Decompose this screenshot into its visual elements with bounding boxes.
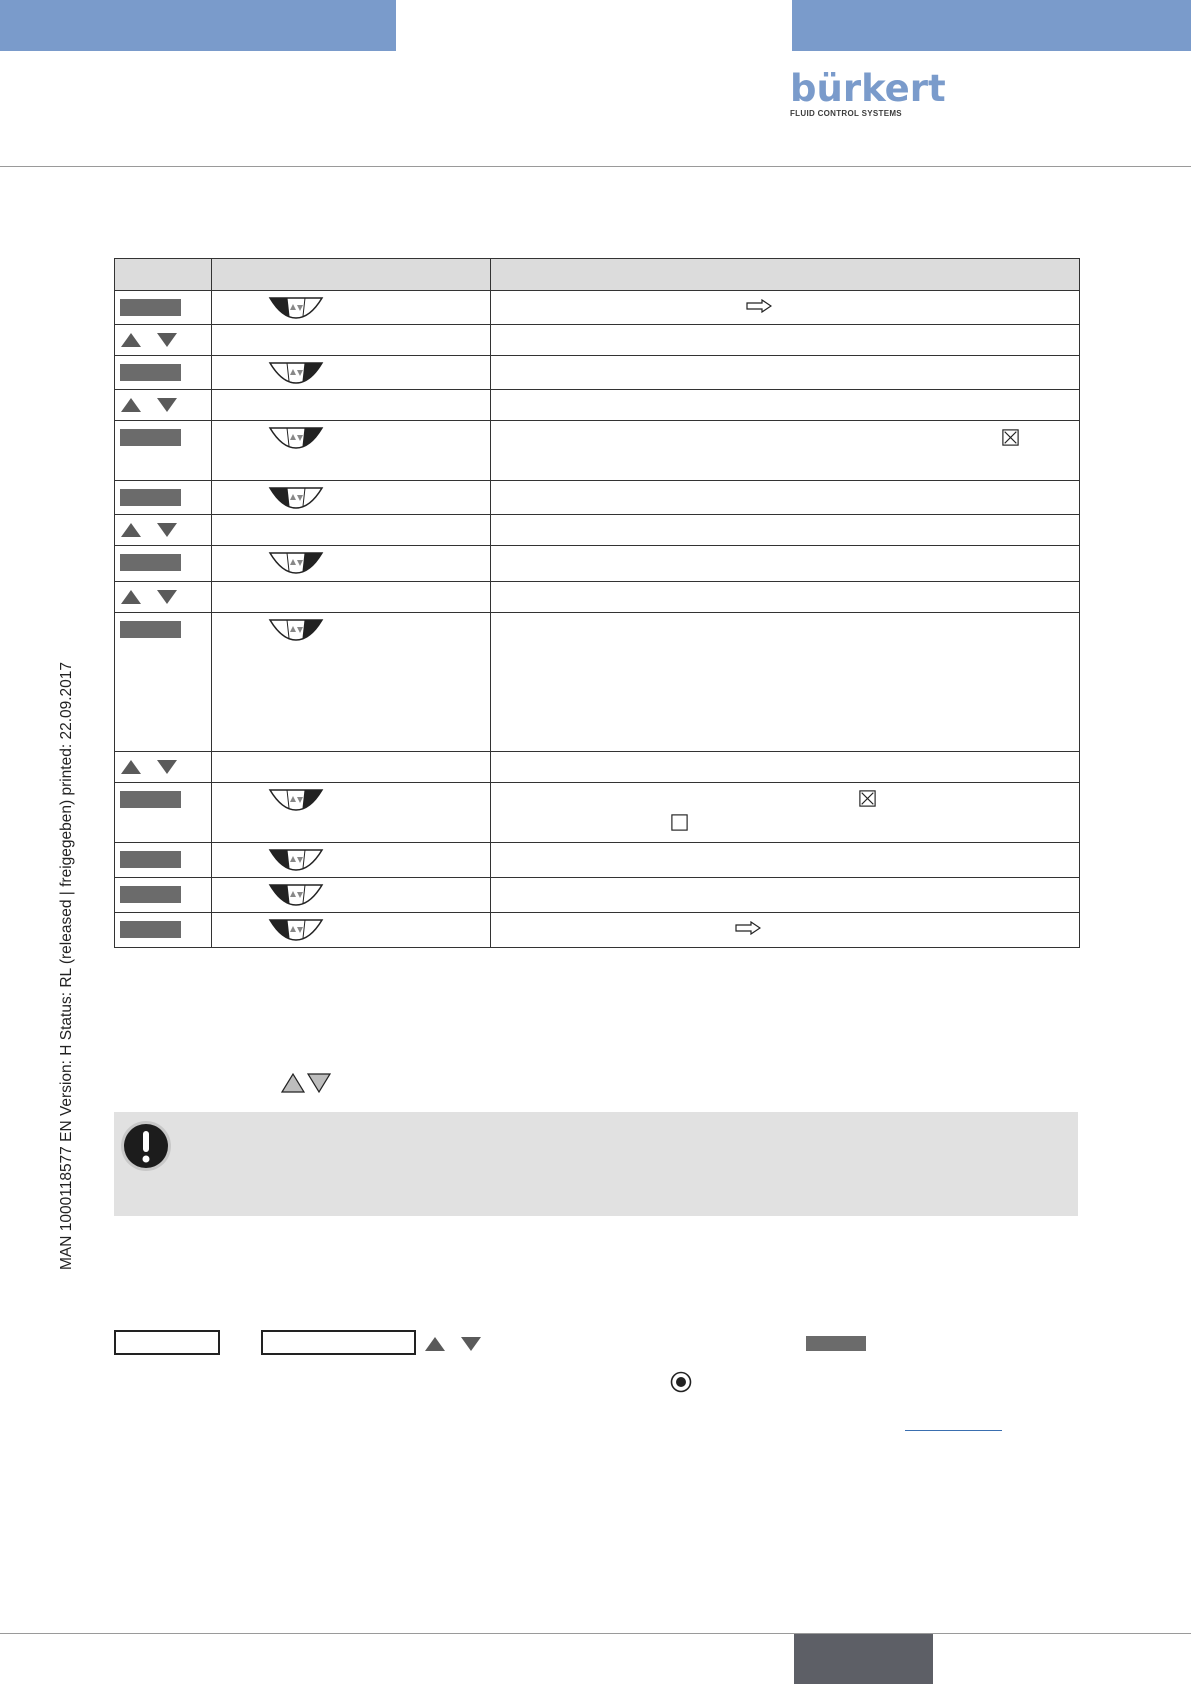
action-cell [115, 421, 212, 481]
arrow-down-icon [157, 760, 177, 774]
navigation-cell [212, 783, 491, 843]
navigation-key-icon [268, 551, 324, 575]
action-cell [115, 390, 212, 421]
navigation-key-icon [268, 788, 324, 812]
table-row [115, 421, 1080, 481]
action-cell [115, 613, 212, 752]
table-header-cell [115, 259, 212, 291]
table-row [115, 356, 1080, 390]
up-down-keys [425, 1337, 481, 1351]
key-button [120, 791, 181, 808]
description-cell [491, 843, 1080, 878]
key-button [120, 299, 181, 316]
key-button [120, 364, 181, 381]
description-cell [491, 421, 1080, 481]
up-down-keys [121, 333, 177, 347]
note-box [114, 1112, 1078, 1216]
table-row [115, 582, 1080, 613]
description-cell [491, 356, 1080, 390]
brand-name: bürkert [790, 67, 946, 110]
action-cell [115, 291, 212, 325]
navigation-cell [212, 291, 491, 325]
action-cell [115, 481, 212, 515]
navigation-cell [212, 325, 491, 356]
checkbox-checked-icon [859, 790, 876, 807]
action-cell [115, 515, 212, 546]
description-cell [491, 546, 1080, 582]
up-down-arrows-icon [281, 1072, 331, 1094]
warning-icon [120, 1120, 172, 1172]
up-down-keys [121, 398, 177, 412]
key-button [120, 621, 181, 638]
description-cell [491, 481, 1080, 515]
navigation-cell [212, 515, 491, 546]
navigation-key-icon [268, 883, 324, 907]
description-cell [491, 752, 1080, 783]
arrow-down-icon [157, 523, 177, 537]
navigation-cell [212, 481, 491, 515]
table-row [115, 752, 1080, 783]
arrow-down-icon [157, 333, 177, 347]
table-row [115, 515, 1080, 546]
table-row [115, 613, 1080, 752]
table-header-cell [491, 259, 1080, 291]
table-header-cell [212, 259, 491, 291]
arrow-up-icon [425, 1337, 445, 1351]
action-cell [115, 752, 212, 783]
footer-page-tab [794, 1634, 933, 1684]
menu-box [114, 1330, 220, 1355]
navigation-cell [212, 913, 491, 948]
checkbox-empty-icon [671, 814, 688, 831]
description-cell [491, 390, 1080, 421]
header-band-right [792, 0, 1191, 51]
description-cell [491, 582, 1080, 613]
navigation-cell [212, 613, 491, 752]
arrow-up-icon [121, 760, 141, 774]
description-cell [491, 325, 1080, 356]
description-cell [491, 291, 1080, 325]
arrow-down-icon [461, 1337, 481, 1351]
table-row [115, 546, 1080, 582]
footer-divider [0, 1633, 1191, 1634]
action-cell [115, 546, 212, 582]
key-button [120, 429, 181, 446]
table-row [115, 878, 1080, 913]
description-cell [491, 783, 1080, 843]
up-down-keys [121, 590, 177, 604]
up-down-keys [121, 760, 177, 774]
description-cell [491, 613, 1080, 752]
table-row [115, 843, 1080, 878]
arrow-up-icon [121, 523, 141, 537]
navigation-key-icon [268, 296, 324, 320]
link-underline[interactable] [905, 1430, 1002, 1431]
key-button [120, 489, 181, 506]
description-cell [491, 515, 1080, 546]
navigation-cell [212, 843, 491, 878]
table-row [115, 481, 1080, 515]
action-cell [115, 843, 212, 878]
action-cell [115, 325, 212, 356]
navigation-cell [212, 582, 491, 613]
navigation-cell [212, 546, 491, 582]
navigation-cell [212, 878, 491, 913]
description-cell [491, 878, 1080, 913]
action-cell [115, 913, 212, 948]
arrow-right-icon [735, 921, 761, 935]
key-button [120, 851, 181, 868]
menu-box-wide [261, 1330, 416, 1355]
navigation-key-icon [268, 918, 324, 942]
table-row [115, 390, 1080, 421]
header-divider [0, 166, 1191, 167]
navigation-key-icon [268, 486, 324, 510]
up-down-keys [121, 523, 177, 537]
document-status-note: MAN 1000118577 EN Version: H Status: RL (released | freigegeben) printed: 22.09.2017 [58, 661, 75, 1270]
key-button [806, 1336, 866, 1351]
navigation-key-icon [268, 426, 324, 450]
arrow-up-icon [121, 398, 141, 412]
navigation-key-icon [268, 361, 324, 385]
table-row [115, 783, 1080, 843]
table-header-row [115, 259, 1080, 291]
radio-selected-icon [670, 1371, 692, 1393]
arrow-up-icon [121, 333, 141, 347]
navigation-cell [212, 421, 491, 481]
action-cell [115, 878, 212, 913]
action-cell [115, 356, 212, 390]
brand-logo [790, 67, 946, 118]
checkbox-checked-icon [1002, 429, 1019, 446]
procedure-table [114, 258, 1080, 948]
navigation-key-icon [268, 848, 324, 872]
arrow-down-icon [157, 590, 177, 604]
key-button [120, 554, 181, 571]
arrow-down-icon [157, 398, 177, 412]
navigation-key-icon [268, 618, 324, 642]
header-band-left [0, 0, 396, 51]
arrow-right-icon [746, 299, 772, 313]
action-cell [115, 783, 212, 843]
table-row [115, 325, 1080, 356]
brand-tagline: FLUID CONTROL SYSTEMS [790, 109, 902, 118]
table-row [115, 291, 1080, 325]
key-button [120, 886, 181, 903]
navigation-cell [212, 390, 491, 421]
arrow-up-icon [121, 590, 141, 604]
navigation-cell [212, 752, 491, 783]
key-button [120, 921, 181, 938]
description-cell [491, 913, 1080, 948]
navigation-cell [212, 356, 491, 390]
action-cell [115, 582, 212, 613]
table-row [115, 913, 1080, 948]
